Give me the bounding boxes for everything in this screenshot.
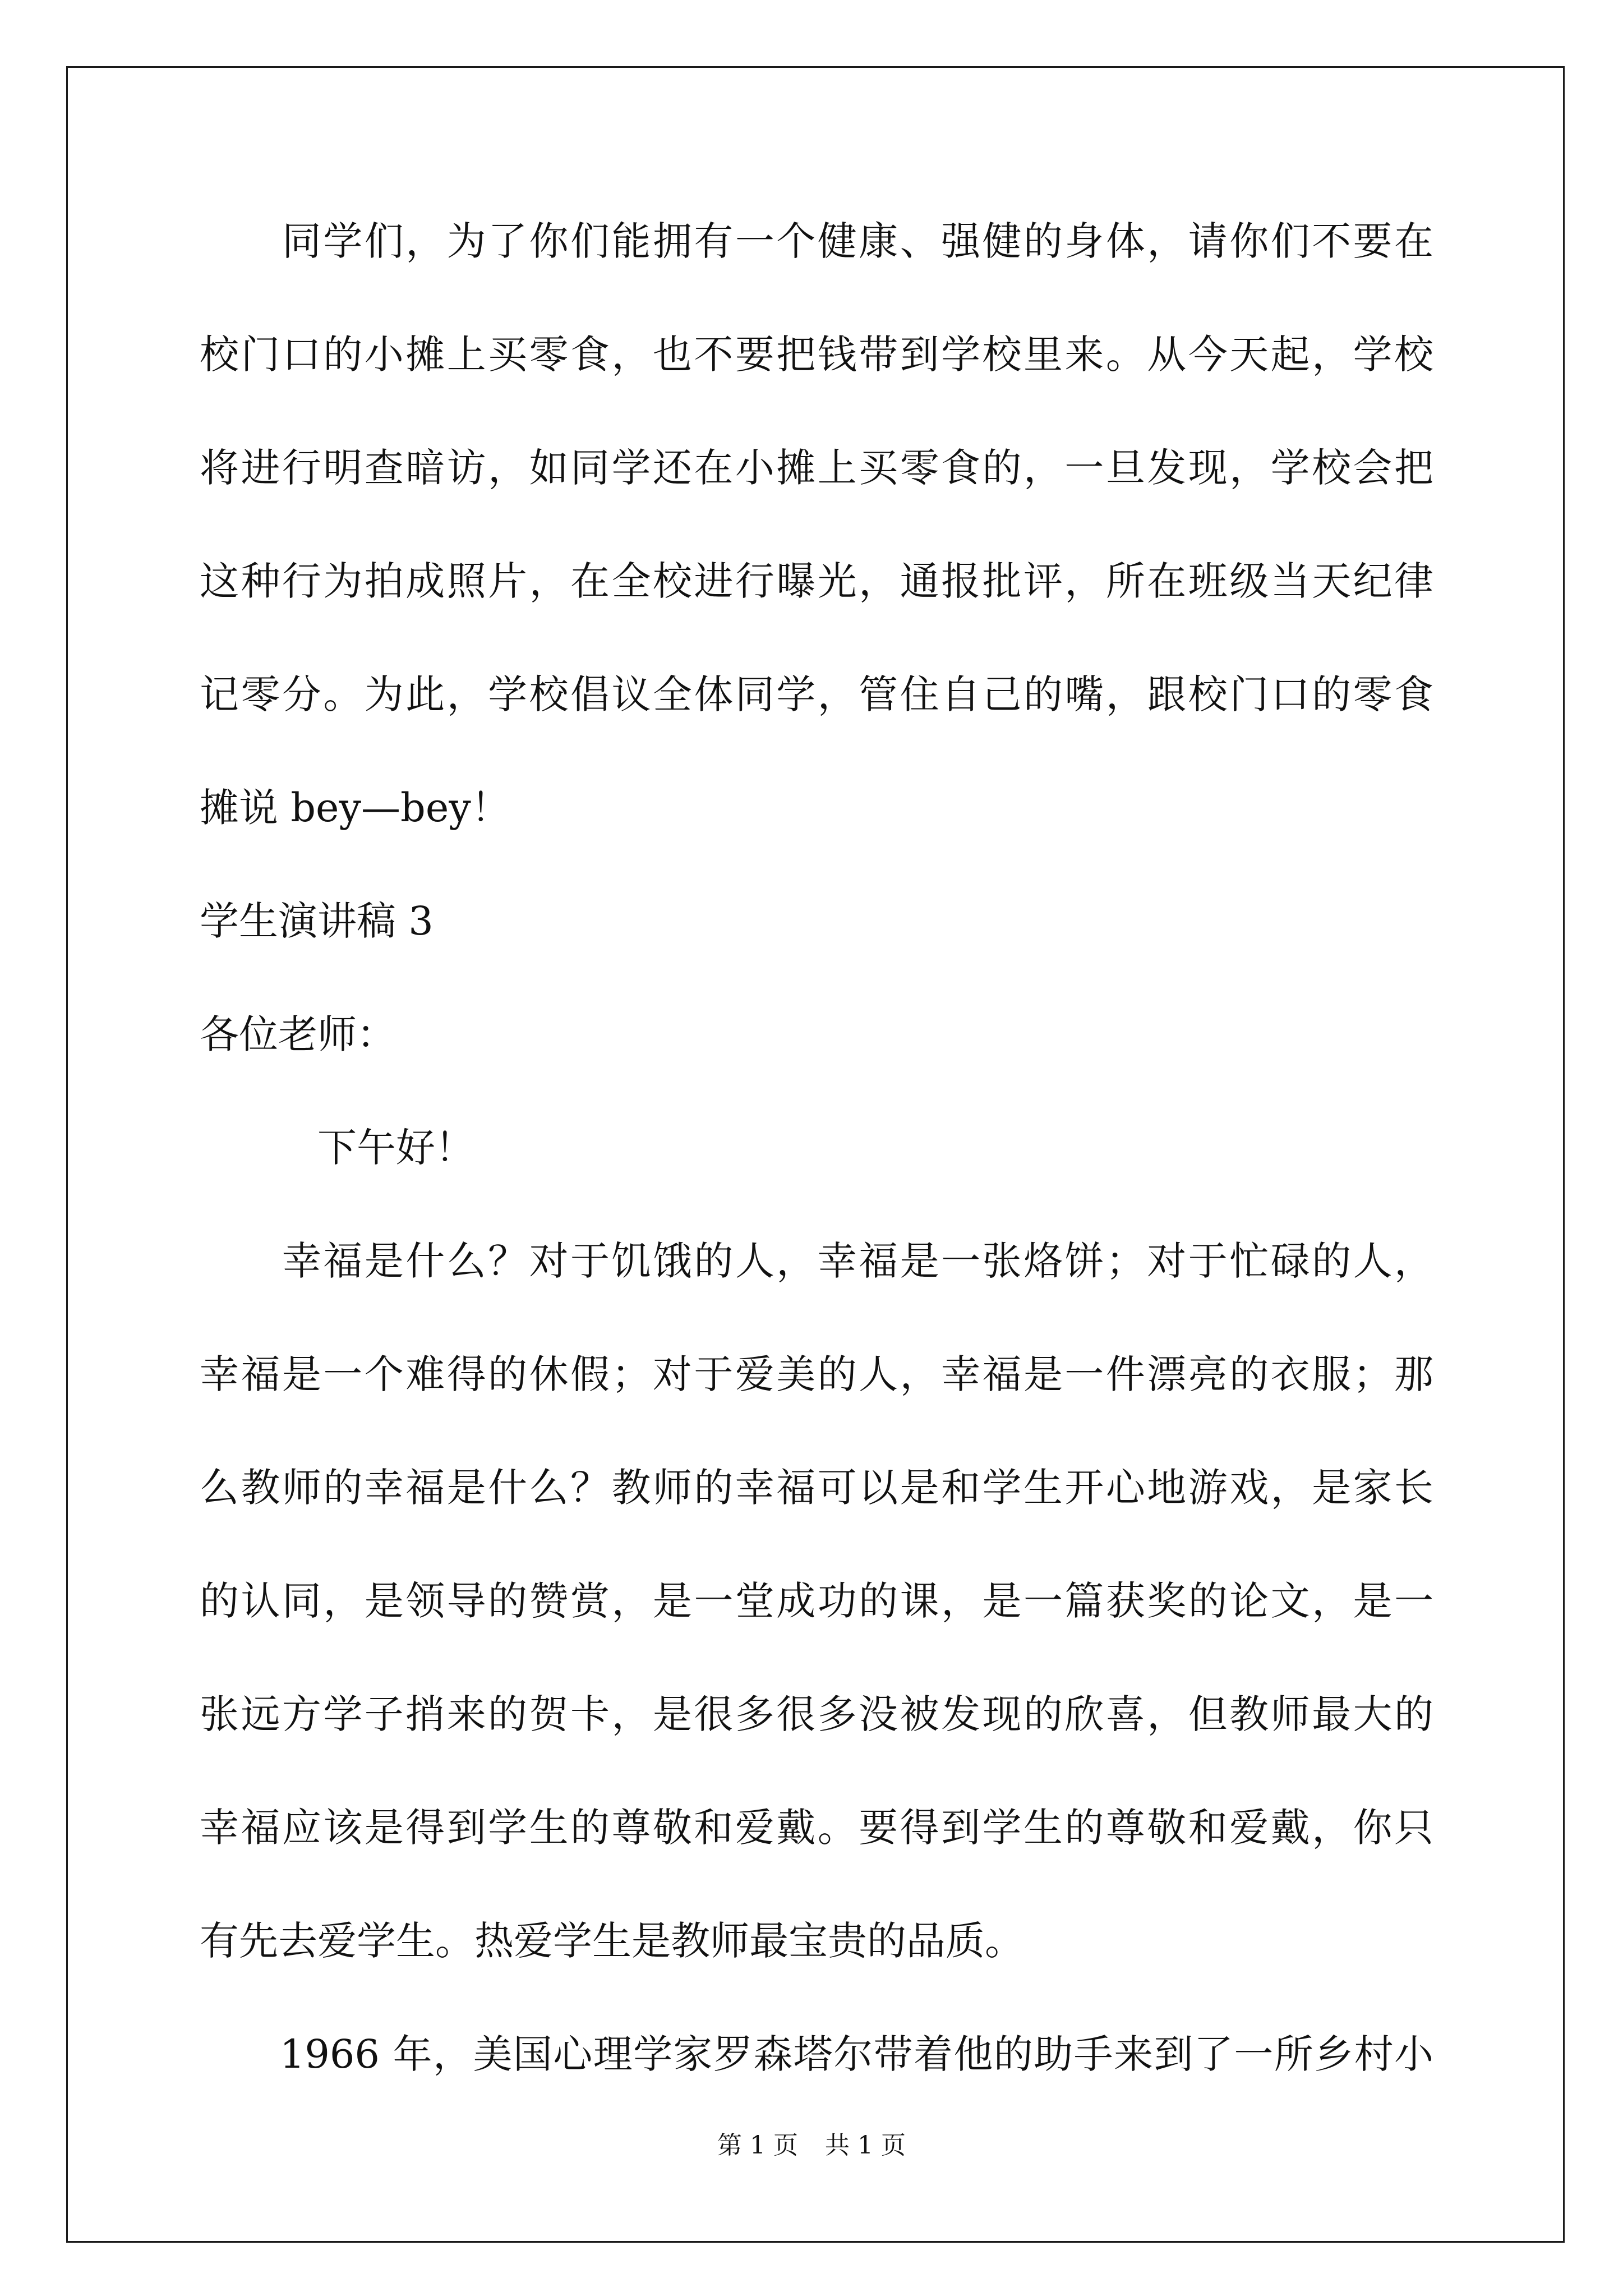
greeting: 下午好！ (200, 1125, 474, 1171)
salutation: 各位老师： (200, 1011, 396, 1057)
paragraph-line: 校门口的小摊上买零食，也不要把钱带到学校里来。从今天起，学校 (200, 332, 1433, 378)
paragraph-line: 摊说 bey—bey！ (200, 785, 510, 831)
paragraph-line: 这种行为拍成照片，在全校进行曝光，通报批评，所在班级当天纪律 (200, 558, 1433, 604)
paragraph-line: 将进行明查暗访，如同学还在小摊上买零食的，一旦发现，学校会把 (200, 445, 1433, 491)
paragraph-line: 同学们，为了你们能拥有一个健康、强健的身体，请你们不要在 (200, 218, 1433, 264)
paragraph-line: 记零分。为此，学校倡议全体同学，管住自己的嘴，跟校门口的零食 (200, 671, 1433, 717)
page-footer (0, 2129, 1623, 2162)
paragraph-line: 有先去爱学生。热爱学生是教师最宝贵的品质。 (200, 1918, 1024, 1964)
paragraph-line: 么教师的幸福是什么？教师的幸福可以是和学生开心地游戏，是家长 (200, 1465, 1433, 1511)
paragraph-line: 张远方学子捎来的贺卡，是很多很多没被发现的欣喜，但教师最大的 (200, 1691, 1433, 1737)
section-heading: 学生演讲稿 3 (200, 898, 434, 944)
paragraph-line: 幸福是什么？对于饥饿的人，幸福是一张烙饼；对于忙碌的人， (200, 1238, 1433, 1284)
paragraph-line: 幸福应该是得到学生的尊敬和爱戴。要得到学生的尊敬和爱戴，你只 (200, 1805, 1433, 1851)
paragraph-line: 1966 年，美国心理学家罗森塔尔带着他的助手来到了一所乡村小 (200, 2031, 1433, 2077)
paragraph-line: 幸福是一个难得的休假；对于爱美的人，幸福是一件漂亮的衣服；那 (200, 1351, 1433, 1397)
page-number: 第 1 页 (717, 2131, 798, 2160)
page-total: 共 1 页 (825, 2131, 906, 2160)
paragraph-line: 的认同，是领导的赞赏，是一堂成功的课，是一篇获奖的论文，是一 (200, 1578, 1433, 1624)
